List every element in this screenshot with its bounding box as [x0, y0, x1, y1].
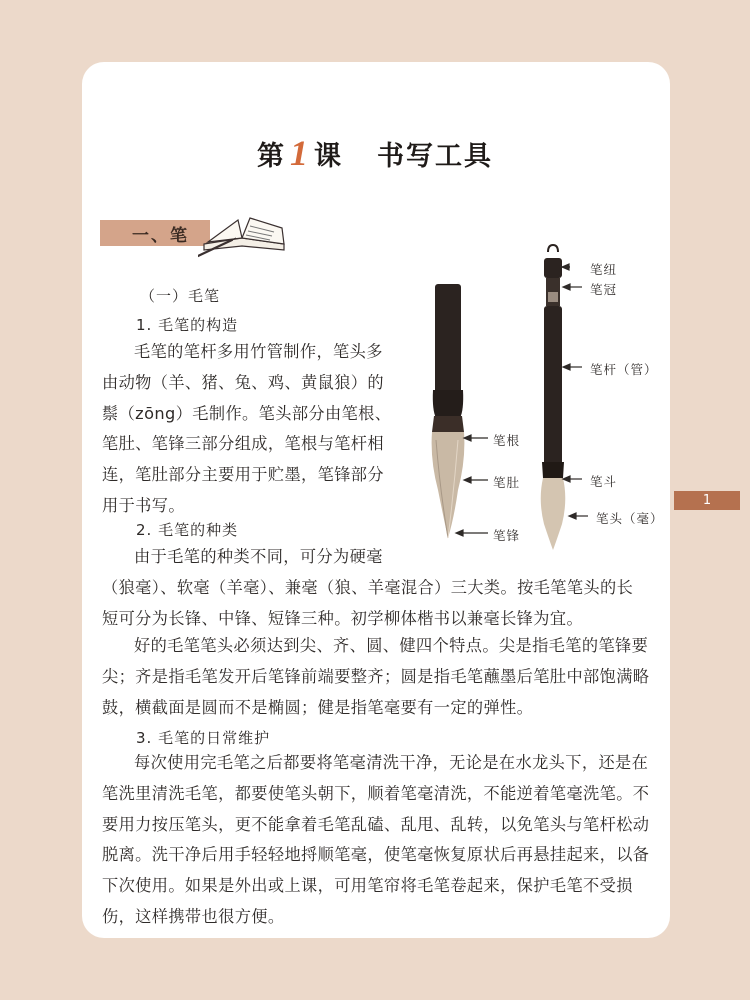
open-book-icon: [198, 214, 290, 258]
structure-paragraph: [102, 337, 412, 522]
quality-line-2: 尖；齐是指毛笔发开后笔锋前端要整齐；圆是指毛笔蘸墨后笔肚中部饱满略: [102, 666, 650, 686]
lesson-title: [0, 132, 750, 174]
lesson-name: 书写工具: [377, 141, 493, 172]
thin-brush-illustration: [541, 245, 566, 550]
types-line-3: 短可分为长锋、中锋、短锋三种。初学柳体楷书以兼毫长锋为宜。: [102, 608, 584, 628]
structure-line-2: 由动物（羊、猪、兔、鸡、黄鼠狼）的: [102, 372, 384, 392]
maintenance-heading: 3. 毛笔的日常维护: [136, 729, 271, 747]
thick-brush-illustration: [432, 284, 465, 538]
label-brush-shaft: 笔杆（管）: [590, 362, 658, 377]
structure-line-5: 连，笔肚部分主要用于贮墨，笔锋部分: [102, 465, 384, 485]
quality-line-3: 鼓，横截面是圆而不是椭圆；健是指笔毫要有一定的弹性。: [102, 697, 534, 717]
structure-line-6: 用于书写。: [102, 495, 185, 515]
structure-heading: 1. 毛笔的构造: [136, 316, 239, 334]
maintenance-line-6: 伤，这样携带也很方便。: [102, 906, 285, 926]
maintenance-line-5: 下次使用。如果是外出或上课，可用笔帘将毛笔卷起来，保护毛笔不受损: [102, 876, 633, 896]
label-brush-cord: 笔纽: [590, 262, 618, 277]
label-brush-belly: 笔肚: [493, 475, 521, 490]
structure-line-4: 笔肚、笔锋三部分组成，笔根与笔杆相: [102, 434, 384, 454]
maintenance-paragraph: [102, 748, 662, 933]
label-brush-cap: 笔冠: [590, 282, 618, 297]
maintenance-line-3: 要用力按压笔头，更不能拿着毛笔乱磕、乱甩、乱转，以免笔头与笔杆松动: [102, 814, 650, 834]
maintenance-line-1: 每次使用完毛笔之后都要将笔毫清洗干净，无论是在水龙头下，还是在: [134, 753, 649, 772]
types-line-2: （狼毫）、软毫（羊毫）、兼毫（狼、羊毫混合）三大类。按毛笔笔头的长: [102, 577, 634, 597]
types-line-1: 由于毛笔的种类不同，可分为硬毫: [134, 547, 383, 566]
subsection-heading: （一）毛笔: [140, 287, 221, 305]
maintenance-line-2: 笔洗里清洗毛笔，都要使笔头朝下，顺着笔毫清洗，不能逆着笔毫洗笔。不: [102, 783, 650, 803]
label-brush-ferrule: 笔斗: [590, 474, 618, 489]
maintenance-line-4: 脱离。洗干净后用手轻轻地捋顺笔毫，使笔毫恢复原状后再悬挂起来，以备: [102, 845, 650, 865]
quality-paragraph: [102, 631, 662, 723]
lesson-number: 1: [290, 133, 310, 173]
label-brush-head: 笔头（毫）: [596, 511, 664, 526]
page-number-tab: 1: [674, 491, 740, 510]
structure-line-1: 毛笔的笔杆多用竹管制作，笔头多: [134, 342, 383, 361]
lesson-prefix: 第: [257, 141, 286, 172]
label-brush-tip: 笔锋: [493, 528, 521, 543]
types-heading: 2. 毛笔的种类: [136, 521, 239, 539]
label-brush-root: 笔根: [493, 433, 521, 448]
structure-line-3: 鬃（zōng）毛制作。笔头部分由笔根、: [102, 403, 392, 423]
lesson-suffix: 课: [314, 141, 343, 172]
quality-line-1: 好的毛笔笔头必须达到尖、齐、圆、健四个特点。尖是指毛笔的笔锋要: [134, 636, 649, 655]
section-heading: 一、笔: [132, 226, 189, 246]
